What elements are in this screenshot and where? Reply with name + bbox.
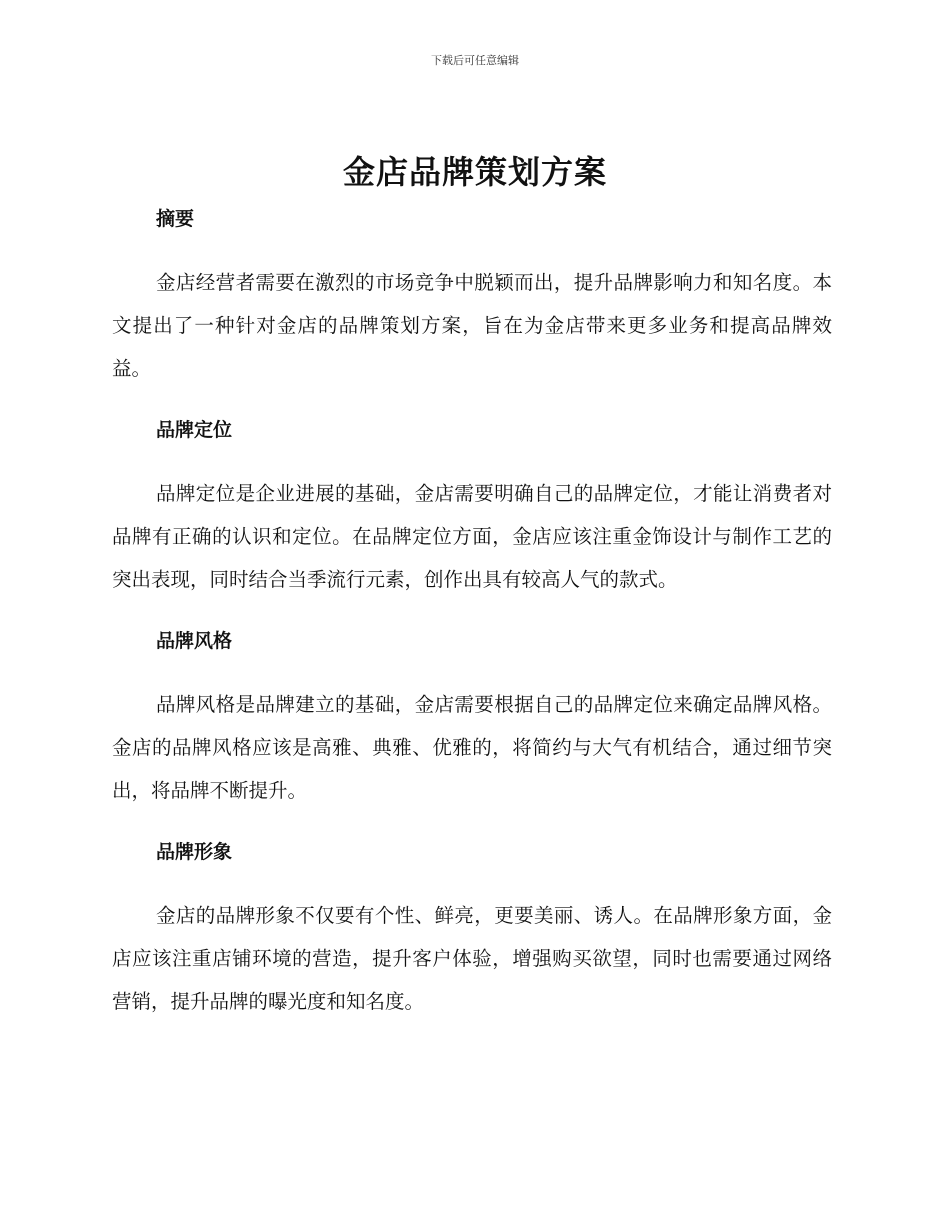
section-heading-abstract: 摘要 — [156, 208, 195, 230]
section-heading-brand-style: 品牌风格 — [156, 630, 233, 652]
section-body-brand-style: 品牌风格是品牌建立的基础，金店需要根据自己的品牌定位来确定品牌风格。金店的品牌风格应该是高雅、典雅、优雅的，将简约与大气有机结合，通过细节突出，将品牌不断提升。 — [112, 693, 832, 802]
section-body-abstract: 金店经营者需要在激烈的市场竞争中脱颖而出，提升品牌影响力和知名度。本文提出了一种针对金店的品牌策划方案，旨在为金店带来更多业务和提高品牌效益。 — [112, 271, 832, 380]
section-heading-brand-positioning: 品牌定位 — [156, 419, 233, 441]
document-title: 金店品牌策划方案 — [342, 153, 607, 191]
header-note: 下载后可任意编辑 — [431, 54, 519, 67]
section-body-brand-positioning: 品牌定位是企业进展的基础，金店需要明确自己的品牌定位，才能让消费者对品牌有正确的认识和定位。在品牌定位方面，金店应该注重金饰设计与制作工艺的突出表现，同时结合当季流行元素，创作出具有较高人气的款式。 — [112, 482, 832, 591]
section-body-brand-image: 金店的品牌形象不仅要有个性、鲜亮，更要美丽、诱人。在品牌形象方面，金店应该注重店铺环境的营造，提升客户体验，增强购买欲望，同时也需要通过网络营销，提升品牌的曝光度和知名度。 — [112, 904, 832, 1013]
section-heading-brand-image: 品牌形象 — [156, 841, 233, 863]
document-body — [112, 204, 832, 1023]
